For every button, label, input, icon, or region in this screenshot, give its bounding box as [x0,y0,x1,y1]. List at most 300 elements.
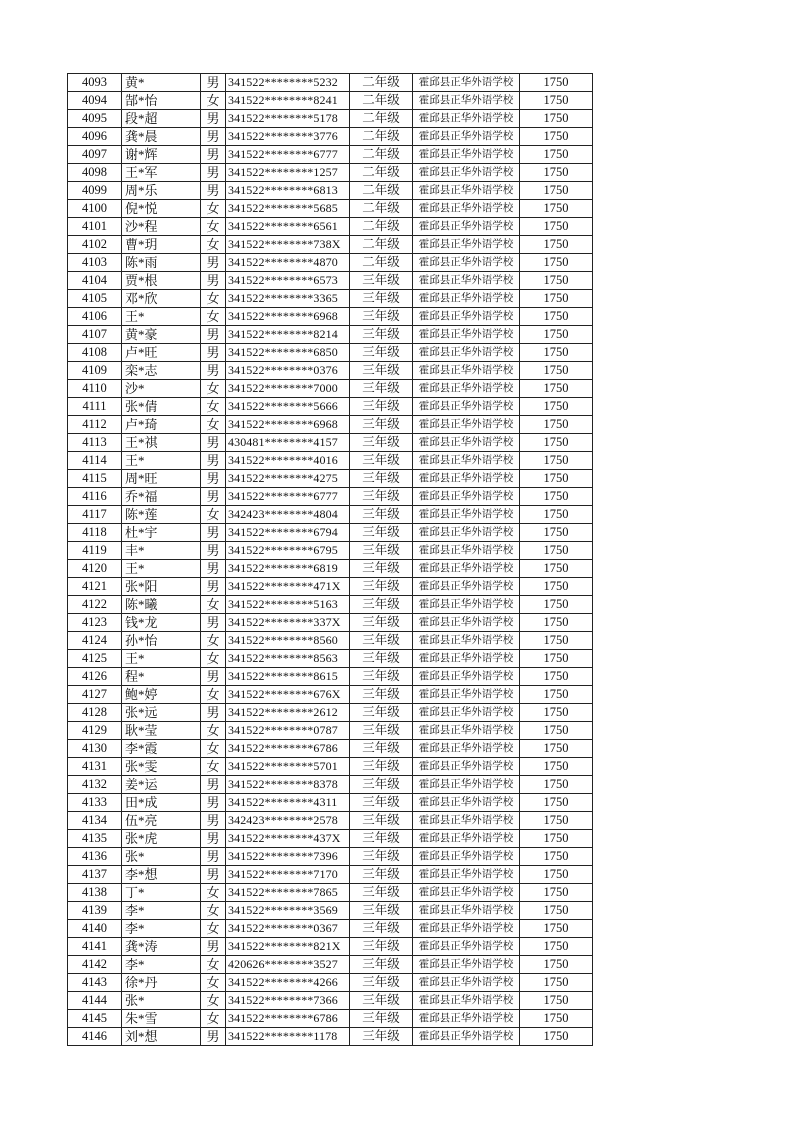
gender-cell: 男 [201,128,226,146]
table-row [68,614,593,632]
grade-cell: 三年级 [350,380,413,398]
gender-cell: 女 [201,758,226,776]
student-name-cell: 李*想 [122,866,201,884]
id-number-cell: 341522********6850 [226,344,350,362]
amount-cell: 1750 [520,236,593,254]
id-number-cell: 341522********471X [226,578,350,596]
row-number-cell: 4132 [68,776,122,794]
student-name-cell: 李* [122,920,201,938]
table-row [68,110,593,128]
table-row [68,650,593,668]
student-name-cell: 曹*玥 [122,236,201,254]
table-row [68,974,593,992]
row-number-cell: 4113 [68,434,122,452]
table-row [68,632,593,650]
gender-cell: 男 [201,452,226,470]
grade-cell: 三年级 [350,866,413,884]
gender-cell: 女 [201,92,226,110]
student-name-cell: 张*虎 [122,830,201,848]
table-row [68,452,593,470]
id-number-cell: 341522********0787 [226,722,350,740]
student-name-cell: 贾*根 [122,272,201,290]
gender-cell: 男 [201,614,226,632]
grade-cell: 三年级 [350,452,413,470]
row-number-cell: 4107 [68,326,122,344]
row-number-cell: 4116 [68,488,122,506]
grade-cell: 三年级 [350,776,413,794]
row-number-cell: 4128 [68,704,122,722]
table-row [68,704,593,722]
amount-cell: 1750 [520,902,593,920]
school-name-cell: 霍邱县正华外语学校 [413,650,520,668]
table-row [68,956,593,974]
school-name-cell: 霍邱县正华外语学校 [413,848,520,866]
row-number-cell: 4118 [68,524,122,542]
row-number-cell: 4115 [68,470,122,488]
student-name-cell: 王* [122,650,201,668]
student-name-cell: 姜*运 [122,776,201,794]
id-number-cell: 341522********8560 [226,632,350,650]
school-name-cell: 霍邱县正华外语学校 [413,956,520,974]
amount-cell: 1750 [520,524,593,542]
gender-cell: 女 [201,722,226,740]
grade-cell: 三年级 [350,704,413,722]
amount-cell: 1750 [520,614,593,632]
id-number-cell: 341522********337X [226,614,350,632]
school-name-cell: 霍邱县正华外语学校 [413,218,520,236]
table-row [68,92,593,110]
table-row [68,344,593,362]
gender-cell: 男 [201,164,226,182]
school-name-cell: 霍邱县正华外语学校 [413,992,520,1010]
grade-cell: 三年级 [350,470,413,488]
id-number-cell: 341522********676X [226,686,350,704]
id-number-cell: 341522********6968 [226,416,350,434]
table-row [68,884,593,902]
student-name-cell: 沙* [122,380,201,398]
id-number-cell: 341522********6777 [226,488,350,506]
table-row [68,578,593,596]
table-row [68,524,593,542]
student-name-cell: 伍*亮 [122,812,201,830]
grade-cell: 三年级 [350,416,413,434]
school-name-cell: 霍邱县正华外语学校 [413,200,520,218]
student-name-cell: 谢*辉 [122,146,201,164]
amount-cell: 1750 [520,776,593,794]
student-name-cell: 丁* [122,884,201,902]
grade-cell: 三年级 [350,812,413,830]
school-name-cell: 霍邱县正华外语学校 [413,380,520,398]
student-name-cell: 程* [122,668,201,686]
grade-cell: 三年级 [350,992,413,1010]
id-number-cell: 341522********5178 [226,110,350,128]
school-name-cell: 霍邱县正华外语学校 [413,758,520,776]
gender-cell: 女 [201,974,226,992]
amount-cell: 1750 [520,434,593,452]
school-name-cell: 霍邱县正华外语学校 [413,344,520,362]
student-name-cell: 王*军 [122,164,201,182]
school-name-cell: 霍邱县正华外语学校 [413,308,520,326]
row-number-cell: 4140 [68,920,122,938]
table-row [68,290,593,308]
table-row [68,596,593,614]
amount-cell: 1750 [520,488,593,506]
row-number-cell: 4126 [68,668,122,686]
amount-cell: 1750 [520,974,593,992]
school-name-cell: 霍邱县正华外语学校 [413,452,520,470]
table-row [68,434,593,452]
grade-cell: 三年级 [350,722,413,740]
student-name-cell: 耿*莹 [122,722,201,740]
grade-cell: 三年级 [350,848,413,866]
amount-cell: 1750 [520,992,593,1010]
amount-cell: 1750 [520,254,593,272]
school-name-cell: 霍邱县正华外语学校 [413,290,520,308]
grade-cell: 三年级 [350,290,413,308]
amount-cell: 1750 [520,380,593,398]
amount-cell: 1750 [520,1010,593,1028]
id-number-cell: 341522********7396 [226,848,350,866]
table-row [68,506,593,524]
amount-cell: 1750 [520,272,593,290]
school-name-cell: 霍邱县正华外语学校 [413,128,520,146]
student-name-cell: 张*倩 [122,398,201,416]
id-number-cell: 341522********5701 [226,758,350,776]
row-number-cell: 4119 [68,542,122,560]
row-number-cell: 4095 [68,110,122,128]
student-name-cell: 卢*琦 [122,416,201,434]
gender-cell: 女 [201,902,226,920]
student-name-cell: 倪*悦 [122,200,201,218]
grade-cell: 二年级 [350,110,413,128]
table-row [68,758,593,776]
gender-cell: 男 [201,488,226,506]
row-number-cell: 4129 [68,722,122,740]
row-number-cell: 4106 [68,308,122,326]
id-number-cell: 341522********6786 [226,1010,350,1028]
amount-cell: 1750 [520,578,593,596]
grade-cell: 三年级 [350,920,413,938]
id-number-cell: 341522********3569 [226,902,350,920]
student-name-cell: 张* [122,848,201,866]
school-name-cell: 霍邱县正华外语学校 [413,92,520,110]
student-name-cell: 周*乐 [122,182,201,200]
row-number-cell: 4144 [68,992,122,1010]
gender-cell: 男 [201,254,226,272]
school-name-cell: 霍邱县正华外语学校 [413,1028,520,1046]
table-row [68,272,593,290]
school-name-cell: 霍邱县正华外语学校 [413,884,520,902]
amount-cell: 1750 [520,164,593,182]
table-row [68,182,593,200]
table-row [68,560,593,578]
table-row [68,362,593,380]
row-number-cell: 4109 [68,362,122,380]
gender-cell: 男 [201,560,226,578]
amount-cell: 1750 [520,956,593,974]
table-row [68,74,593,92]
grade-cell: 三年级 [350,884,413,902]
gender-cell: 男 [201,182,226,200]
id-number-cell: 341522********7000 [226,380,350,398]
grade-cell: 二年级 [350,182,413,200]
student-name-cell: 王*祺 [122,434,201,452]
id-number-cell: 341522********8214 [226,326,350,344]
grade-cell: 三年级 [350,974,413,992]
amount-cell: 1750 [520,920,593,938]
school-name-cell: 霍邱县正华外语学校 [413,776,520,794]
grade-cell: 三年级 [350,434,413,452]
row-number-cell: 4102 [68,236,122,254]
school-name-cell: 霍邱县正华外语学校 [413,236,520,254]
student-name-cell: 张*雯 [122,758,201,776]
amount-cell: 1750 [520,650,593,668]
row-number-cell: 4143 [68,974,122,992]
row-number-cell: 4111 [68,398,122,416]
school-name-cell: 霍邱县正华外语学校 [413,794,520,812]
amount-cell: 1750 [520,758,593,776]
student-name-cell: 张*远 [122,704,201,722]
student-name-cell: 陈*曦 [122,596,201,614]
student-name-cell: 黄* [122,74,201,92]
student-name-cell: 龚*涛 [122,938,201,956]
school-name-cell: 霍邱县正华外语学校 [413,938,520,956]
school-name-cell: 霍邱县正华外语学校 [413,866,520,884]
row-number-cell: 4125 [68,650,122,668]
amount-cell: 1750 [520,128,593,146]
gender-cell: 女 [201,920,226,938]
grade-cell: 三年级 [350,308,413,326]
school-name-cell: 霍邱县正华外语学校 [413,326,520,344]
row-number-cell: 4099 [68,182,122,200]
school-name-cell: 霍邱县正华外语学校 [413,1010,520,1028]
row-number-cell: 4131 [68,758,122,776]
student-name-cell: 刘*想 [122,1028,201,1046]
school-name-cell: 霍邱县正华外语学校 [413,578,520,596]
school-name-cell: 霍邱县正华外语学校 [413,722,520,740]
grade-cell: 三年级 [350,272,413,290]
school-name-cell: 霍邱县正华外语学校 [413,614,520,632]
table-row [68,146,593,164]
gender-cell: 女 [201,686,226,704]
amount-cell: 1750 [520,326,593,344]
row-number-cell: 4114 [68,452,122,470]
school-name-cell: 霍邱县正华外语学校 [413,902,520,920]
gender-cell: 男 [201,668,226,686]
table-row [68,416,593,434]
amount-cell: 1750 [520,182,593,200]
id-number-cell: 430481********4157 [226,434,350,452]
gender-cell: 女 [201,308,226,326]
gender-cell: 女 [201,596,226,614]
row-number-cell: 4141 [68,938,122,956]
table-row [68,308,593,326]
school-name-cell: 霍邱县正华外语学校 [413,254,520,272]
amount-cell: 1750 [520,938,593,956]
student-name-cell: 卢*旺 [122,344,201,362]
grade-cell: 三年级 [350,1028,413,1046]
student-name-cell: 鲍*婷 [122,686,201,704]
id-number-cell: 341522********6813 [226,182,350,200]
student-name-cell: 郜*怡 [122,92,201,110]
gender-cell: 男 [201,110,226,128]
student-name-cell: 李*霞 [122,740,201,758]
row-number-cell: 4112 [68,416,122,434]
grade-cell: 二年级 [350,74,413,92]
amount-cell: 1750 [520,812,593,830]
amount-cell: 1750 [520,290,593,308]
grade-cell: 三年级 [350,344,413,362]
table-row [68,722,593,740]
amount-cell: 1750 [520,452,593,470]
student-name-cell: 邓*欣 [122,290,201,308]
grade-cell: 二年级 [350,164,413,182]
table-row [68,740,593,758]
school-name-cell: 霍邱县正华外语学校 [413,272,520,290]
id-number-cell: 341522********2612 [226,704,350,722]
amount-cell: 1750 [520,884,593,902]
gender-cell: 男 [201,794,226,812]
student-name-cell: 孙*怡 [122,632,201,650]
row-number-cell: 4094 [68,92,122,110]
grade-cell: 三年级 [350,668,413,686]
id-number-cell: 341522********4870 [226,254,350,272]
gender-cell: 男 [201,866,226,884]
grade-cell: 三年级 [350,1010,413,1028]
grade-cell: 三年级 [350,326,413,344]
table-row [68,200,593,218]
row-number-cell: 4121 [68,578,122,596]
school-name-cell: 霍邱县正华外语学校 [413,704,520,722]
grade-cell: 二年级 [350,146,413,164]
gender-cell: 男 [201,1028,226,1046]
gender-cell: 女 [201,218,226,236]
row-number-cell: 4133 [68,794,122,812]
amount-cell: 1750 [520,146,593,164]
grade-cell: 二年级 [350,200,413,218]
amount-cell: 1750 [520,740,593,758]
school-name-cell: 霍邱县正华外语学校 [413,488,520,506]
grade-cell: 三年级 [350,614,413,632]
row-number-cell: 4117 [68,506,122,524]
student-name-cell: 李* [122,956,201,974]
table-row [68,398,593,416]
table-row [68,164,593,182]
student-subsidy-table [67,73,593,1046]
row-number-cell: 4136 [68,848,122,866]
grade-cell: 三年级 [350,758,413,776]
gender-cell: 女 [201,236,226,254]
id-number-cell: 341522********6794 [226,524,350,542]
grade-cell: 三年级 [350,740,413,758]
table-row [68,236,593,254]
school-name-cell: 霍邱县正华外语学校 [413,398,520,416]
student-name-cell: 田*成 [122,794,201,812]
gender-cell: 男 [201,326,226,344]
school-name-cell: 霍邱县正华外语学校 [413,740,520,758]
row-number-cell: 4123 [68,614,122,632]
grade-cell: 三年级 [350,542,413,560]
row-number-cell: 4096 [68,128,122,146]
grade-cell: 三年级 [350,794,413,812]
row-number-cell: 4137 [68,866,122,884]
amount-cell: 1750 [520,830,593,848]
gender-cell: 男 [201,812,226,830]
id-number-cell: 341522********6795 [226,542,350,560]
table-row [68,1028,593,1046]
table-row [68,794,593,812]
amount-cell: 1750 [520,542,593,560]
table-row [68,542,593,560]
school-name-cell: 霍邱县正华外语学校 [413,974,520,992]
amount-cell: 1750 [520,344,593,362]
grade-cell: 三年级 [350,956,413,974]
row-number-cell: 4105 [68,290,122,308]
id-number-cell: 341522********1257 [226,164,350,182]
amount-cell: 1750 [520,632,593,650]
gender-cell: 男 [201,434,226,452]
amount-cell: 1750 [520,470,593,488]
student-name-cell: 栾*志 [122,362,201,380]
row-number-cell: 4145 [68,1010,122,1028]
row-number-cell: 4138 [68,884,122,902]
row-number-cell: 4110 [68,380,122,398]
row-number-cell: 4097 [68,146,122,164]
row-number-cell: 4104 [68,272,122,290]
gender-cell: 女 [201,506,226,524]
id-number-cell: 341522********0367 [226,920,350,938]
school-name-cell: 霍邱县正华外语学校 [413,146,520,164]
id-number-cell: 420626********3527 [226,956,350,974]
school-name-cell: 霍邱县正华外语学校 [413,560,520,578]
student-name-cell: 龚*晨 [122,128,201,146]
amount-cell: 1750 [520,668,593,686]
student-name-cell: 陈*莲 [122,506,201,524]
row-number-cell: 4122 [68,596,122,614]
row-number-cell: 4098 [68,164,122,182]
amount-cell: 1750 [520,92,593,110]
grade-cell: 三年级 [350,488,413,506]
id-number-cell: 341522********6786 [226,740,350,758]
table-row [68,866,593,884]
grade-cell: 三年级 [350,506,413,524]
grade-cell: 三年级 [350,560,413,578]
id-number-cell: 342423********2578 [226,812,350,830]
table-row [68,380,593,398]
gender-cell: 女 [201,380,226,398]
row-number-cell: 4139 [68,902,122,920]
school-name-cell: 霍邱县正华外语学校 [413,920,520,938]
id-number-cell: 341522********4311 [226,794,350,812]
school-name-cell: 霍邱县正华外语学校 [413,812,520,830]
row-number-cell: 4103 [68,254,122,272]
table-row [68,902,593,920]
school-name-cell: 霍邱县正华外语学校 [413,362,520,380]
grade-cell: 三年级 [350,830,413,848]
gender-cell: 男 [201,362,226,380]
id-number-cell: 341522********8563 [226,650,350,668]
student-name-cell: 段*超 [122,110,201,128]
id-number-cell: 341522********6573 [226,272,350,290]
id-number-cell: 341522********738X [226,236,350,254]
school-name-cell: 霍邱县正华外语学校 [413,164,520,182]
id-number-cell: 341522********437X [226,830,350,848]
amount-cell: 1750 [520,1028,593,1046]
table-row [68,1010,593,1028]
gender-cell: 男 [201,776,226,794]
row-number-cell: 4134 [68,812,122,830]
table-body [68,74,593,1046]
